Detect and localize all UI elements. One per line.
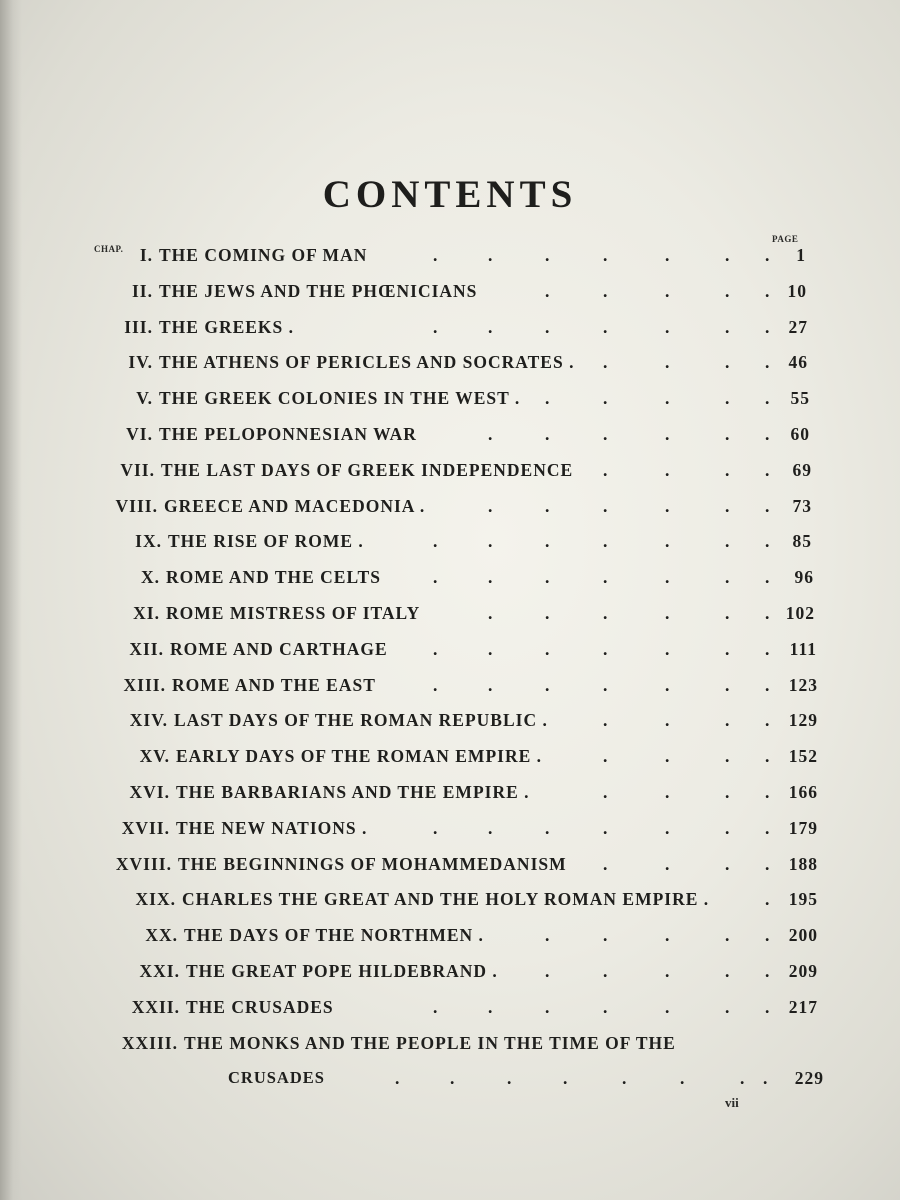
- leader-dot: .: [545, 531, 551, 552]
- chapter-numeral: XVIII.: [115, 853, 172, 874]
- leader-dot: .: [680, 1068, 686, 1089]
- leader-dot: .: [765, 996, 771, 1017]
- chapter-page-number: 73: [792, 495, 812, 516]
- chapter-numeral: XIX.: [135, 889, 176, 910]
- leader-dot: .: [665, 352, 671, 373]
- leader-dot: .: [725, 996, 731, 1017]
- chapter-page-number: 129: [788, 710, 818, 731]
- chapter-title: THE MONKS AND THE PEOPLE IN THE TIME OF THE: [184, 1032, 676, 1053]
- chapter-title: ROME AND CARTHAGE: [170, 638, 388, 659]
- leader-dot: .: [725, 782, 731, 802]
- chapter-title: THE BARBARIANS AND THE EMPIRE .: [176, 782, 530, 802]
- leader-dot: .: [488, 674, 494, 695]
- leader-dot: .: [665, 388, 671, 409]
- page-folio: vii: [725, 1095, 739, 1110]
- chapter-title: THE GREAT POPE HILDEBRAND .: [186, 961, 498, 981]
- toc-row: [0, 388, 900, 414]
- leader-dot: .: [665, 925, 671, 946]
- leader-dot: .: [725, 638, 731, 659]
- chapter-numeral: VII.: [120, 459, 155, 480]
- leader-dot: .: [665, 531, 671, 552]
- leader-dot: .: [765, 603, 771, 623]
- chapter-title: THE PELOPONNESIAN WAR: [159, 424, 417, 444]
- leader-dot: .: [603, 245, 609, 265]
- leader-dot: .: [765, 531, 771, 552]
- leader-dot: .: [488, 996, 494, 1017]
- chapter-page-number: 102: [785, 603, 815, 623]
- chapter-page-number: 152: [788, 746, 818, 767]
- toc-row: [0, 352, 900, 378]
- chapter-page-number: 1: [796, 245, 806, 265]
- leader-dot: .: [545, 925, 551, 946]
- chapter-numeral: XV.: [139, 746, 170, 767]
- chapter-page-number: 166: [788, 782, 818, 802]
- toc-row: [0, 782, 900, 808]
- leader-dot: .: [665, 746, 671, 767]
- chapter-title: ROME AND THE CELTS: [166, 567, 381, 588]
- leader-dot: .: [488, 531, 494, 552]
- leader-dot: .: [665, 853, 671, 874]
- leader-dot: .: [603, 710, 609, 731]
- chapter-numeral: VIII.: [115, 495, 158, 516]
- toc-row: [0, 245, 900, 271]
- toc-row: [0, 997, 900, 1023]
- chapter-title: GREECE AND MACEDONIA .: [164, 495, 426, 516]
- leader-dot: .: [603, 531, 609, 552]
- leader-dot: .: [433, 817, 439, 838]
- chapter-title: THE COMING OF MAN: [159, 245, 368, 265]
- toc-row: [0, 889, 900, 915]
- leader-dot: .: [603, 424, 609, 444]
- leader-dot: .: [665, 316, 671, 337]
- leader-dot: .: [622, 1068, 628, 1089]
- leader-dot: .: [725, 710, 731, 731]
- chapter-numeral: XIV.: [129, 710, 168, 731]
- leader-dot: .: [765, 674, 771, 695]
- toc-row: [0, 639, 900, 665]
- leader-dot: .: [665, 782, 671, 802]
- leader-dot: .: [603, 603, 609, 623]
- leader-dot: .: [433, 674, 439, 695]
- leader-dot: .: [740, 1068, 746, 1089]
- chapter-title: THE RISE OF ROME .: [168, 531, 364, 552]
- chapter-title: EARLY DAYS OF THE ROMAN EMPIRE .: [176, 746, 543, 767]
- toc-row: [0, 424, 900, 450]
- chapter-numeral: XVI.: [129, 782, 170, 802]
- leader-dot: .: [433, 316, 439, 337]
- leader-dot: .: [665, 424, 671, 444]
- leader-dot: .: [765, 459, 771, 480]
- chapter-title: THE LAST DAYS OF GREEK INDEPENDENCE: [161, 459, 574, 480]
- toc-row: [0, 567, 900, 593]
- leader-dot: .: [665, 245, 671, 265]
- chapter-numeral: IX.: [135, 531, 162, 552]
- chapter-title: THE NEW NATIONS .: [176, 817, 368, 838]
- leader-dot: .: [725, 746, 731, 767]
- leader-dot: .: [725, 531, 731, 552]
- leader-dot: .: [665, 817, 671, 838]
- chapter-numeral: XVII.: [121, 817, 170, 838]
- chapter-page-number: 60: [790, 424, 810, 444]
- chapter-title: THE GREEK COLONIES IN THE WEST .: [159, 388, 521, 409]
- chapter-page-number: 179: [788, 817, 818, 838]
- toc-row: [0, 1033, 900, 1059]
- leader-dot: .: [450, 1068, 456, 1089]
- leader-dot: .: [725, 459, 731, 480]
- leader-dot: .: [545, 996, 551, 1017]
- leader-dot: .: [545, 674, 551, 695]
- leader-dot: .: [603, 674, 609, 695]
- leader-dot: .: [603, 352, 609, 373]
- chapter-numeral: XI.: [133, 603, 160, 623]
- chapter-numeral: II.: [132, 280, 153, 301]
- leader-dot: .: [725, 424, 731, 444]
- toc-row: [0, 496, 900, 522]
- toc-row: [0, 746, 900, 772]
- leader-dot: .: [725, 567, 731, 588]
- chapter-page-number: 200: [788, 925, 818, 946]
- chapter-numeral: VI.: [126, 424, 153, 444]
- leader-dot: .: [603, 388, 609, 409]
- chap-column-label: CHAP.: [94, 244, 124, 254]
- leader-dot: .: [765, 889, 771, 910]
- leader-dot: .: [545, 316, 551, 337]
- leader-dot: .: [488, 603, 494, 623]
- chapter-numeral: I.: [139, 245, 153, 265]
- chapter-title-continuation: CRUSADES: [228, 1068, 325, 1088]
- leader-dot: .: [765, 280, 771, 301]
- chapter-page-number: 10: [787, 280, 807, 301]
- chapter-numeral: V.: [136, 388, 153, 409]
- toc-row: [0, 710, 900, 736]
- leader-dot: .: [545, 567, 551, 588]
- leader-dot: .: [725, 245, 731, 265]
- chapter-title: ROME AND THE EAST: [172, 674, 376, 695]
- chapter-page-number: 217: [788, 996, 818, 1017]
- leader-dot: .: [765, 245, 771, 265]
- chapter-numeral: XIII.: [123, 674, 166, 695]
- chapter-numeral: XXIII.: [121, 1032, 178, 1053]
- leader-dot: .: [725, 817, 731, 838]
- chapter-title: THE CRUSADES: [186, 996, 334, 1017]
- leader-dot: .: [603, 853, 609, 874]
- leader-dot: .: [545, 280, 551, 301]
- chapter-numeral: XII.: [129, 638, 164, 659]
- toc-row: [0, 531, 900, 557]
- leader-dot: .: [665, 674, 671, 695]
- leader-dot: .: [725, 352, 731, 373]
- leader-dot: .: [665, 495, 671, 516]
- leader-dot: .: [545, 424, 551, 444]
- chapter-title: ROME MISTRESS OF ITALY: [166, 603, 421, 623]
- leader-dot: .: [563, 1068, 569, 1089]
- toc-row: [0, 854, 900, 880]
- leader-dot: .: [603, 638, 609, 659]
- leader-dot: .: [665, 638, 671, 659]
- chapter-numeral: X.: [140, 567, 160, 588]
- contents-heading: CONTENTS: [322, 173, 578, 216]
- leader-dot: .: [765, 316, 771, 337]
- leader-dot: .: [725, 925, 731, 946]
- leader-dot: .: [665, 603, 671, 623]
- leader-dot: .: [395, 1068, 401, 1089]
- leader-dot: .: [433, 638, 439, 659]
- leader-dot: .: [665, 961, 671, 981]
- leader-dot: .: [765, 424, 771, 444]
- leader-dot: .: [545, 495, 551, 516]
- chapter-page-number: 195: [788, 889, 818, 910]
- chapter-page-number: 27: [788, 316, 808, 337]
- chapter-page-number: 229: [794, 1068, 824, 1089]
- leader-dot: .: [488, 245, 494, 265]
- chapter-page-number: 69: [792, 459, 812, 480]
- leader-dot: .: [665, 459, 671, 480]
- chapter-numeral: IV.: [128, 352, 153, 373]
- leader-dot: .: [603, 495, 609, 516]
- leader-dot: .: [545, 245, 551, 265]
- leader-dot: .: [765, 567, 771, 588]
- chapter-title: THE JEWS AND THE PHŒNICIANS: [159, 280, 478, 301]
- leader-dot: .: [765, 961, 771, 981]
- page-column-label: PAGE: [772, 234, 799, 244]
- leader-dot: .: [765, 710, 771, 731]
- toc-row: [0, 603, 900, 629]
- leader-dot: .: [545, 388, 551, 409]
- leader-dot: .: [765, 853, 771, 874]
- leader-dot: .: [433, 996, 439, 1017]
- chapter-title: CHARLES THE GREAT AND THE HOLY ROMAN EMPIRE .: [182, 889, 710, 910]
- leader-dot: .: [725, 853, 731, 874]
- leader-dot: .: [603, 961, 609, 981]
- leader-dot: .: [488, 316, 494, 337]
- leader-dot: .: [725, 280, 731, 301]
- leader-dot: .: [725, 388, 731, 409]
- leader-dot: .: [545, 603, 551, 623]
- leader-dot: .: [603, 280, 609, 301]
- leader-dot: .: [488, 495, 494, 516]
- toc-row: [0, 961, 900, 987]
- toc-row-continuation: [0, 1068, 900, 1094]
- chapter-title: THE GREEKS .: [159, 316, 295, 337]
- leader-dot: .: [665, 996, 671, 1017]
- leader-dot: .: [488, 817, 494, 838]
- leader-dot: .: [433, 531, 439, 552]
- chapter-page-number: 111: [789, 638, 817, 659]
- chapter-page-number: 209: [788, 961, 818, 981]
- leader-dot: .: [488, 424, 494, 444]
- leader-dot: .: [763, 1068, 769, 1089]
- leader-dot: .: [603, 996, 609, 1017]
- leader-dot: .: [545, 817, 551, 838]
- leader-dot: .: [725, 603, 731, 623]
- leader-dot: .: [665, 710, 671, 731]
- leader-dot: .: [725, 961, 731, 981]
- chapter-page-number: 46: [788, 352, 808, 373]
- chapter-numeral: III.: [124, 316, 153, 337]
- leader-dot: .: [603, 459, 609, 480]
- leader-dot: .: [765, 817, 771, 838]
- toc-row: [0, 460, 900, 486]
- toc-row: [0, 925, 900, 951]
- leader-dot: .: [433, 567, 439, 588]
- leader-dot: .: [545, 638, 551, 659]
- leader-dot: .: [603, 782, 609, 802]
- chapter-page-number: 188: [788, 853, 818, 874]
- leader-dot: .: [433, 245, 439, 265]
- leader-dot: .: [765, 352, 771, 373]
- chapter-page-number: 55: [790, 388, 810, 409]
- toc-row: [0, 317, 900, 343]
- leader-dot: .: [725, 674, 731, 695]
- leader-dot: .: [603, 817, 609, 838]
- chapter-numeral: XX.: [145, 925, 178, 946]
- leader-dot: .: [765, 925, 771, 946]
- leader-dot: .: [603, 925, 609, 946]
- chapter-numeral: XXII.: [131, 996, 180, 1017]
- leader-dot: .: [725, 316, 731, 337]
- leader-dot: .: [545, 961, 551, 981]
- chapter-page-number: 85: [792, 531, 812, 552]
- chapter-page-number: 123: [788, 674, 818, 695]
- toc-row: [0, 818, 900, 844]
- toc-row: [0, 281, 900, 307]
- leader-dot: .: [765, 782, 771, 802]
- leader-dot: .: [665, 567, 671, 588]
- chapter-title: LAST DAYS OF THE ROMAN REPUBLIC .: [174, 710, 548, 731]
- leader-dot: .: [603, 316, 609, 337]
- toc-row: [0, 675, 900, 701]
- chapter-title: THE BEGINNINGS OF MOHAMMEDANISM: [178, 853, 567, 874]
- leader-dot: .: [765, 746, 771, 767]
- leader-dot: .: [765, 388, 771, 409]
- leader-dot: .: [488, 567, 494, 588]
- leader-dot: .: [765, 495, 771, 516]
- chapter-numeral: XXI.: [139, 961, 180, 981]
- leader-dot: .: [507, 1068, 513, 1089]
- chapter-title: THE DAYS OF THE NORTHMEN .: [184, 925, 484, 946]
- chapter-title: THE ATHENS OF PERICLES AND SOCRATES .: [159, 352, 575, 373]
- leader-dot: .: [725, 495, 731, 516]
- chapter-page-number: 96: [794, 567, 814, 588]
- leader-dot: .: [603, 567, 609, 588]
- leader-dot: .: [603, 746, 609, 767]
- leader-dot: .: [665, 280, 671, 301]
- leader-dot: .: [488, 638, 494, 659]
- leader-dot: .: [765, 638, 771, 659]
